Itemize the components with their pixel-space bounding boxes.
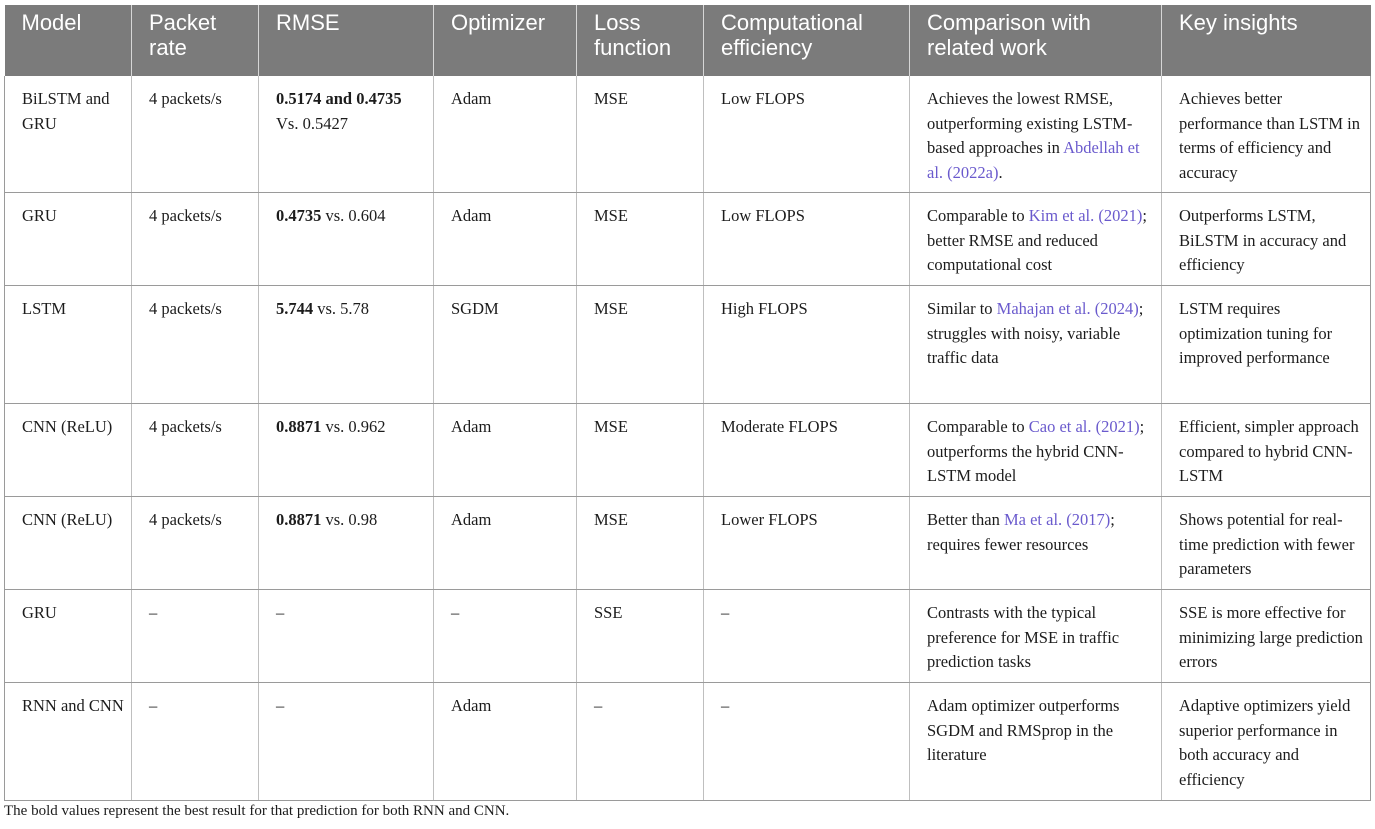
comparison-text: Comparable to — [927, 206, 1029, 225]
rmse-baseline: vs. 5.78 — [313, 299, 370, 318]
citation-link[interactable]: Abdellah et al. (2022a) — [927, 138, 1140, 182]
cell-loss: MSE — [577, 76, 704, 193]
cell-insight: SSE is more effective for minimizing large prediction errors — [1162, 590, 1371, 683]
header-key-insights: Key insights — [1162, 5, 1371, 76]
cell-efficiency: Moderate FLOPS — [704, 404, 910, 497]
cell-rmse — [259, 590, 434, 683]
rmse-baseline: vs. 0.962 — [321, 417, 386, 436]
cell-insight: Adaptive optimizers yield superior performance in both accuracy and efficiency — [1162, 683, 1371, 801]
table-row — [5, 286, 1371, 404]
table-body — [5, 76, 1371, 801]
cell-comparison — [910, 193, 1162, 286]
table-row — [5, 497, 1371, 590]
cell-model: CNN (ReLU) — [5, 497, 132, 590]
cell-efficiency: Low FLOPS — [704, 193, 910, 286]
rmse-baseline: vs. 0.98 — [321, 510, 378, 529]
header-optimizer: Optimizer — [434, 5, 577, 76]
cell-packet-rate: 4 packets/s — [132, 497, 259, 590]
cell-efficiency: – — [704, 590, 910, 683]
cell-insight: Outperforms LSTM, BiLSTM in accuracy and efficiency — [1162, 193, 1371, 286]
cell-packet-rate: 4 packets/s — [132, 193, 259, 286]
rmse-best-value: 0.4735 — [276, 206, 322, 225]
header-loss-function: Loss function — [577, 5, 704, 76]
table-footnote: The bold values represent the best result for that prediction for both RNN and CNN. — [4, 803, 510, 819]
cell-rmse — [259, 193, 434, 286]
cell-optimizer: Adam — [434, 76, 577, 193]
comparison-text: Similar to — [927, 299, 997, 318]
cell-rmse — [259, 286, 434, 404]
cell-comparison — [910, 404, 1162, 497]
header-row — [5, 5, 1371, 76]
cell-model: CNN (ReLU) — [5, 404, 132, 497]
cell-model: RNN and CNN — [5, 683, 132, 801]
cell-rmse — [259, 404, 434, 497]
cell-packet-rate: 4 packets/s — [132, 76, 259, 193]
cell-packet-rate: 4 packets/s — [132, 286, 259, 404]
header-rmse: RMSE — [259, 5, 434, 76]
table-row — [5, 590, 1371, 683]
rmse-best-value: 0.5174 and 0.4735 — [276, 89, 402, 108]
comparison-text: Better than — [927, 510, 1004, 529]
cell-efficiency: Lower FLOPS — [704, 497, 910, 590]
header-comparison: Comparison with related work — [910, 5, 1162, 76]
table-row — [5, 404, 1371, 497]
rmse-baseline: Vs. 0.5427 — [276, 113, 348, 133]
cell-efficiency: High FLOPS — [704, 286, 910, 404]
table-row — [5, 683, 1371, 801]
rmse-baseline: – — [276, 603, 285, 622]
cell-insight: Shows potential for real-time prediction with fewer parameters — [1162, 497, 1371, 590]
cell-rmse — [259, 683, 434, 801]
cell-model: GRU — [5, 193, 132, 286]
citation-link[interactable]: Ma et al. (2017) — [1003, 510, 1111, 529]
cell-rmse — [259, 497, 434, 590]
cell-optimizer: Adam — [434, 497, 577, 590]
cell-optimizer: – — [434, 590, 577, 683]
rmse-best-value: 0.8871 — [276, 417, 322, 436]
table-row — [5, 193, 1371, 286]
comparison-text: Comparable to — [927, 417, 1029, 436]
cell-insight: Achieves better performance than LSTM in terms of efficiency and accuracy — [1162, 76, 1371, 193]
cell-insight: LSTM requires optimization tuning for improved performance — [1162, 286, 1371, 404]
cell-optimizer: Adam — [434, 193, 577, 286]
comparison-text-end: ; outperforms the hybrid CNN-LSTM model — [927, 417, 1145, 485]
cell-comparison — [910, 497, 1162, 590]
cell-optimizer: Adam — [434, 683, 577, 801]
header-model: Model — [5, 5, 132, 76]
citation-link[interactable]: Mahajan et al. (2024) — [996, 299, 1139, 318]
cell-loss: MSE — [577, 286, 704, 404]
cell-optimizer: Adam — [434, 404, 577, 497]
cell-efficiency: – — [704, 683, 910, 801]
cell-packet-rate: – — [132, 683, 259, 801]
comparison-text-end: . — [998, 162, 1003, 182]
cell-packet-rate: – — [132, 590, 259, 683]
cell-comparison — [910, 286, 1162, 404]
header-computational-efficiency: Computational efficiency — [704, 5, 910, 76]
cell-optimizer: SGDM — [434, 286, 577, 404]
table-header — [5, 5, 1371, 76]
citation-link[interactable]: Cao et al. (2021) — [1028, 417, 1140, 436]
cell-comparison: Adam optimizer outperforms SGDM and RMSprop in the literature — [910, 683, 1162, 801]
cell-loss: MSE — [577, 404, 704, 497]
cell-rmse — [259, 76, 434, 193]
cell-insight: Efficient, simpler approach compared to hybrid CNN-LSTM — [1162, 404, 1371, 497]
comparison-text-end: ; struggles with noisy, variable traffic data — [927, 299, 1144, 367]
cell-comparison — [910, 76, 1162, 193]
cell-model: LSTM — [5, 286, 132, 404]
cell-loss: – — [577, 683, 704, 801]
cell-loss: SSE — [577, 590, 704, 683]
cell-efficiency: Low FLOPS — [704, 76, 910, 193]
cell-model: BiLSTM and GRU — [5, 76, 132, 193]
rmse-best-value: 5.744 — [276, 299, 314, 318]
citation-link[interactable]: Kim et al. (2021) — [1028, 206, 1143, 225]
header-packet-rate: Packet rate — [132, 5, 259, 76]
rmse-baseline: – — [276, 696, 285, 715]
rmse-best-value: 0.8871 — [276, 510, 322, 529]
comparison-text-end: ; requires fewer resources — [927, 510, 1115, 554]
cell-comparison: Contrasts with the typical preference for MSE in traffic prediction tasks — [910, 590, 1162, 683]
cell-model: GRU — [5, 590, 132, 683]
comparison-text: Achieves the lowest RMSE, outperforming existing LSTM-based approaches in — [927, 89, 1133, 157]
cell-packet-rate: 4 packets/s — [132, 404, 259, 497]
cell-loss: MSE — [577, 497, 704, 590]
rmse-baseline: vs. 0.604 — [321, 206, 386, 225]
cell-loss: MSE — [577, 193, 704, 286]
results-table — [4, 5, 1371, 801]
comparison-text-end: ; better RMSE and reduced computational cost — [927, 206, 1147, 274]
table-row — [5, 76, 1371, 193]
